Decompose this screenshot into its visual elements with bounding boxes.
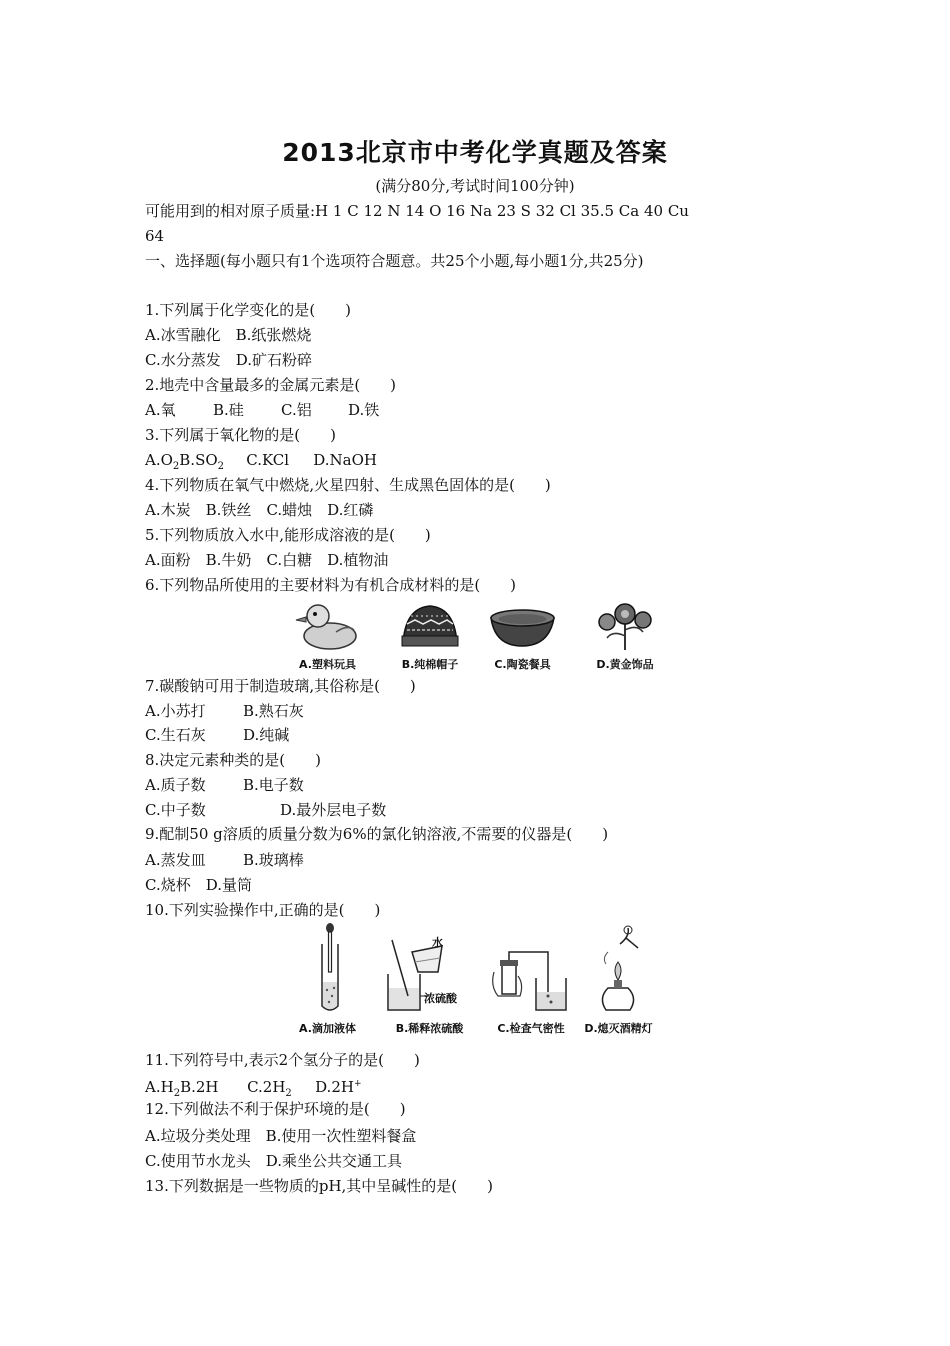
caption-d: D.熄灭酒精灯	[584, 1022, 653, 1035]
caption-b: B.纯棉帽子	[401, 658, 459, 671]
option-a: A.冰雪融化	[145, 326, 221, 344]
option-b: B.铁丝	[205, 501, 252, 519]
option-c: C.白糖	[266, 551, 313, 569]
option-c: C.烧杯	[145, 876, 191, 894]
option-d: D.铁	[348, 401, 380, 419]
question-12-stem: 12.下列做法不利于保护环境的是( )	[145, 1100, 406, 1118]
question-6-stem: 6.下列物品所使用的主要材料为有机合成材料的是( )	[145, 576, 517, 594]
question-12-options-cd	[145, 1151, 402, 1171]
label-acid: 浓硫酸	[424, 992, 457, 1005]
dropper-test-tube-icon	[290, 922, 365, 1014]
alcohol-lamp-icon	[576, 922, 661, 1014]
figure-gold-jewelry	[585, 600, 665, 672]
option-c: C.蜡烛	[266, 501, 313, 519]
option-c: C.铝	[281, 401, 312, 419]
option-a-text: A.H	[145, 1078, 174, 1096]
figure-plastic-toy	[290, 600, 365, 672]
option-b	[179, 450, 246, 477]
question-10-stem: 10.下列实验操作中,正确的是( )	[145, 901, 381, 919]
caption-c: C.陶瓷餐具	[494, 658, 551, 671]
option-c: C.中子数	[145, 801, 206, 819]
question-2-stem: 2.地壳中含量最多的金属元素是( )	[145, 376, 397, 394]
option-d-text: D.2H	[315, 1078, 354, 1096]
airtightness-apparatus-icon	[486, 922, 576, 1014]
option-a	[145, 451, 180, 472]
figure-dropping-liquid	[290, 922, 365, 1040]
question-4-stem: 4.下列物质在氧气中燃烧,火星四射、生成黑色固体的是( )	[145, 476, 551, 494]
option-a-sub: 2	[173, 1088, 181, 1099]
caption-a: A.滴加液体	[299, 1022, 356, 1035]
option-c: C.水分蒸发	[145, 351, 221, 369]
option-d	[315, 1078, 361, 1096]
option-b-sub: 2	[217, 461, 225, 472]
option-b: B.玻璃棒	[243, 851, 304, 869]
question-9-options-ab	[145, 850, 304, 870]
page-title: 2013北京市中考化学真题及答案	[282, 138, 668, 167]
option-d: D.纯碱	[243, 726, 290, 744]
ceramic-bowl-icon	[485, 600, 560, 652]
option-a: A.小苏打	[145, 702, 206, 720]
question-3-options	[145, 450, 377, 477]
figure-airtightness	[486, 922, 576, 1040]
option-c-sub: 2	[285, 1088, 292, 1099]
question-7-options-ab	[145, 701, 304, 721]
option-c: C.生石灰	[145, 726, 206, 744]
atomic-masses: 可能用到的相对原子质量:H 1 C 12 N 14 O 16 Na 23 S 32 Cl 35.5 Ca 40 Cu	[145, 202, 689, 220]
question-13-stem: 13.下列数据是一些物质的pH,其中呈碱性的是( )	[145, 1177, 494, 1195]
question-11-stem: 11.下列符号中,表示2个氢分子的是( )	[145, 1051, 420, 1069]
option-a: A.垃圾分类处理	[145, 1127, 251, 1145]
option-b: B.硅	[213, 401, 244, 419]
option-d: D.NaOH	[313, 451, 377, 469]
figure-cotton-hat	[395, 600, 465, 672]
caption-b: B.稀释浓硫酸	[395, 1022, 464, 1035]
option-d-sup: +	[353, 1079, 362, 1089]
exam-subtitle: (满分80分,考试时间100分钟)	[375, 177, 575, 195]
caption-c: C.检查气密性	[497, 1022, 565, 1035]
option-a-sub: 2	[172, 461, 180, 472]
question-9-options-cd	[145, 875, 252, 895]
option-b-text: B.SO	[179, 451, 218, 469]
option-a: A.氧	[145, 401, 176, 419]
option-a: A.质子数	[145, 776, 206, 794]
caption-d: D.黄金饰品	[596, 658, 654, 671]
option-c-text: C.2H	[247, 1078, 286, 1096]
figure-ceramic-bowl	[485, 600, 560, 672]
option-b: B.2H	[180, 1078, 219, 1096]
option-a: A.木炭	[145, 501, 191, 519]
caption-a: A.塑料玩具	[299, 658, 356, 671]
question-12-options-ab	[145, 1126, 416, 1146]
option-d: D.矿石粉碎	[235, 351, 312, 369]
option-d: D.乘坐公共交通工具	[265, 1152, 402, 1170]
question-9-stem: 9.配制50 g溶质的质量分数为6%的氯化钠溶液,不需要的仪器是( )	[145, 825, 609, 843]
question-1-options-ab	[145, 325, 311, 345]
option-a	[145, 1078, 181, 1099]
question-2-options	[145, 400, 379, 420]
question-8-options-ab	[145, 775, 304, 795]
question-8-options-cd	[145, 800, 386, 820]
duck-toy-icon	[290, 600, 365, 652]
section-heading: 一、选择题(每小题只有1个选项符合题意。共25个小题,每小题1分,共25分)	[145, 252, 644, 270]
question-5-stem: 5.下列物质放入水中,能形成溶液的是( )	[145, 526, 431, 544]
option-a: A.蒸发皿	[145, 851, 206, 869]
option-c: C.KCl	[246, 451, 290, 469]
atomic-masses-cont: 64	[145, 227, 165, 245]
label-water: 水	[432, 936, 443, 949]
option-d: D.最外层电子数	[280, 801, 387, 819]
question-1-stem: 1.下列属于化学变化的是( )	[145, 301, 352, 319]
question-1-options-cd	[145, 350, 312, 370]
option-a-text: A.O	[145, 451, 173, 469]
option-c: C.使用节水龙头	[145, 1152, 251, 1170]
question-7-options-cd	[145, 725, 289, 745]
question-7-stem: 7.碳酸钠可用于制造玻璃,其俗称是( )	[145, 677, 416, 695]
question-5-options	[145, 550, 388, 570]
option-b: B.电子数	[243, 776, 304, 794]
figure-alcohol-lamp	[576, 922, 661, 1040]
option-b: B.熟石灰	[243, 702, 304, 720]
option-d: D.量筒	[205, 876, 252, 894]
option-b: B.纸张燃烧	[235, 326, 312, 344]
gold-flower-icon	[585, 600, 665, 652]
question-8-stem: 8.决定元素种类的是( )	[145, 751, 322, 769]
option-d: D.植物油	[327, 551, 389, 569]
option-b: B.牛奶	[205, 551, 252, 569]
figure-dilute-acid	[382, 922, 477, 1040]
option-d: D.红磷	[327, 501, 374, 519]
question-3-stem: 3.下列属于氧化物的是( )	[145, 426, 337, 444]
knit-hat-icon	[395, 600, 465, 652]
option-a: A.面粉	[145, 551, 191, 569]
question-4-options	[145, 500, 373, 520]
option-b: B.使用一次性塑料餐盒	[265, 1127, 417, 1145]
